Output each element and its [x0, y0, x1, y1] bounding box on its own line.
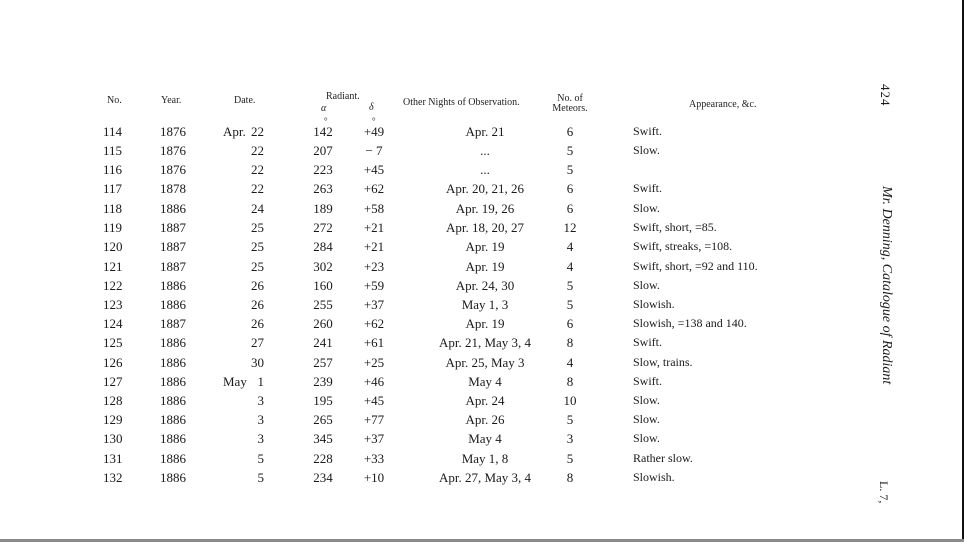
row-declination: +45: [363, 393, 385, 408]
row-number: 119: [103, 220, 123, 235]
row-declination: +10: [363, 470, 385, 485]
row-appearance: Swift.: [633, 124, 663, 138]
row-declination: +25: [363, 355, 385, 370]
row-other-nights: May 1, 8: [461, 451, 509, 466]
row-year: 1886: [160, 412, 186, 427]
row-other-nights: Apr. 24: [465, 393, 505, 408]
row-right-ascension: 241: [313, 335, 333, 350]
row-number: 120: [103, 239, 123, 254]
header-radiant: Radiant.: [326, 91, 360, 102]
table-row: [0, 412, 964, 431]
row-declination: +61: [363, 335, 385, 350]
row-appearance: Slowish.: [633, 297, 675, 311]
header-no-of-meteors-line2: Meteors.: [552, 103, 588, 114]
row-day: 24: [251, 201, 264, 216]
row-year: 1878: [160, 181, 186, 196]
row-day: 5: [257, 451, 264, 466]
row-appearance: Slowish, =138 and 140.: [633, 316, 747, 330]
row-right-ascension: 239: [313, 374, 333, 389]
row-appearance: Swift.: [633, 374, 663, 388]
row-other-nights: Apr. 19, 26: [455, 201, 515, 216]
row-right-ascension: 302: [313, 259, 333, 274]
row-right-ascension: 189: [313, 201, 333, 216]
row-declination: − 7: [365, 143, 383, 158]
row-meteor-count: 6: [566, 124, 574, 139]
table-row: [0, 181, 964, 200]
row-declination: +33: [363, 451, 385, 466]
row-meteor-count: 5: [566, 451, 574, 466]
row-other-nights: Apr. 19: [465, 316, 505, 331]
row-appearance: Slow.: [633, 201, 660, 215]
plate-reference: L. 7,: [877, 481, 891, 504]
row-year: 1886: [160, 201, 186, 216]
row-other-nights: Apr. 18, 20, 27: [446, 220, 524, 235]
row-right-ascension: 265: [313, 412, 333, 427]
row-appearance: Swift, streaks, =108.: [633, 239, 733, 253]
row-right-ascension: 234: [313, 470, 333, 485]
table-row: [0, 201, 964, 220]
row-day: 3: [257, 412, 264, 427]
row-meteor-count: 4: [566, 239, 574, 254]
row-number: 121: [103, 259, 123, 274]
table-row: [0, 143, 964, 162]
row-month: May: [223, 374, 247, 389]
row-right-ascension: 228: [313, 451, 333, 466]
row-year: 1887: [160, 239, 186, 254]
table-row: [0, 451, 964, 470]
row-meteor-count: 5: [566, 162, 574, 177]
row-other-nights: Apr. 24, 30: [455, 278, 515, 293]
row-other-nights: ...: [480, 143, 490, 158]
row-year: 1876: [160, 143, 186, 158]
row-meteor-count: 6: [566, 181, 574, 196]
header-year: Year.: [161, 95, 182, 106]
row-declination: +58: [363, 201, 385, 216]
row-appearance: Slow.: [633, 143, 660, 157]
row-day: 25: [251, 239, 264, 254]
row-right-ascension: 255: [313, 297, 333, 312]
row-meteor-count: 4: [566, 355, 574, 370]
row-right-ascension: 260: [313, 316, 333, 331]
row-day: 25: [251, 220, 264, 235]
row-year: 1886: [160, 431, 186, 446]
row-declination: +46: [363, 374, 385, 389]
table-row: [0, 162, 964, 181]
row-meteor-count: 12: [563, 220, 577, 235]
row-year: 1876: [160, 124, 186, 139]
row-year: 1887: [160, 259, 186, 274]
row-day: 3: [257, 431, 264, 446]
row-day: 25: [251, 259, 264, 274]
header-delta: δ: [369, 102, 374, 113]
table-row: [0, 374, 964, 393]
row-appearance: Slow.: [633, 412, 660, 426]
row-number: 126: [103, 355, 123, 370]
row-number: 118: [103, 201, 123, 216]
header-appearance: Appearance, &c.: [689, 99, 757, 110]
row-right-ascension: 272: [313, 220, 333, 235]
row-day: 22: [251, 162, 264, 177]
table-row: [0, 335, 964, 354]
row-other-nights: Apr. 25, May 3: [445, 355, 525, 370]
row-number: 116: [103, 162, 123, 177]
row-day: 5: [257, 470, 264, 485]
row-appearance: Swift.: [633, 181, 663, 195]
row-year: 1876: [160, 162, 186, 177]
row-other-nights: Apr. 19: [465, 239, 505, 254]
row-other-nights: Apr. 20, 21, 26: [446, 181, 524, 196]
row-meteor-count: 5: [566, 297, 574, 312]
row-year: 1887: [160, 316, 186, 331]
row-appearance: Swift, short, =85.: [633, 220, 717, 234]
row-number: 132: [103, 470, 123, 485]
row-number: 117: [103, 181, 123, 196]
header-no: No.: [107, 95, 122, 106]
row-other-nights: May 4: [468, 431, 502, 446]
row-appearance: Swift.: [633, 335, 663, 349]
table-row: [0, 278, 964, 297]
row-declination: +62: [363, 316, 385, 331]
row-declination: +23: [363, 259, 385, 274]
degree-mark-ra: °: [324, 116, 328, 126]
row-other-nights: Apr. 21, May 3, 4: [438, 335, 532, 350]
row-declination: +45: [363, 162, 385, 177]
row-day: 27: [251, 335, 264, 350]
row-right-ascension: 223: [313, 162, 333, 177]
row-number: 122: [103, 278, 123, 293]
table-row: [0, 470, 964, 489]
row-appearance: Slow.: [633, 431, 660, 445]
row-year: 1886: [160, 335, 186, 350]
row-appearance: Rather slow.: [633, 451, 693, 465]
running-title: Mr. Denning, Catalogue of Radiant: [879, 186, 894, 385]
row-right-ascension: 160: [313, 278, 333, 293]
row-year: 1886: [160, 470, 186, 485]
degree-mark-dec: °: [372, 116, 376, 126]
row-meteor-count: 8: [566, 374, 574, 389]
row-other-nights: May 4: [468, 374, 502, 389]
header-no-of-meteors-line1: No. of: [557, 93, 583, 104]
header-alpha: α: [321, 103, 327, 114]
row-year: 1886: [160, 297, 186, 312]
row-declination: +37: [363, 297, 385, 312]
row-number: 130: [103, 431, 123, 446]
table-row: [0, 220, 964, 239]
row-appearance: Slow, trains.: [633, 355, 693, 369]
row-number: 124: [103, 316, 123, 331]
row-declination: +59: [363, 278, 385, 293]
row-declination: +77: [363, 412, 385, 427]
row-number: 131: [103, 451, 123, 466]
row-appearance: Slow.: [633, 393, 660, 407]
row-right-ascension: 345: [313, 431, 333, 446]
row-meteor-count: 6: [566, 316, 574, 331]
row-day: 26: [251, 297, 264, 312]
row-declination: +21: [363, 220, 385, 235]
row-meteor-count: 3: [566, 431, 574, 446]
row-day: 30: [251, 355, 264, 370]
row-declination: +49: [363, 124, 385, 139]
row-right-ascension: 257: [313, 355, 333, 370]
row-month: Apr.: [223, 124, 246, 139]
row-number: 129: [103, 412, 123, 427]
page-number: 424: [878, 84, 893, 107]
table-row: [0, 124, 964, 143]
table-row: [0, 259, 964, 278]
row-year: 1887: [160, 220, 186, 235]
row-declination: +62: [363, 181, 385, 196]
row-meteor-count: 5: [566, 278, 574, 293]
row-other-nights: Apr. 26: [465, 412, 505, 427]
row-number: 128: [103, 393, 123, 408]
row-day: 22: [251, 143, 264, 158]
row-other-nights: Apr. 27, May 3, 4: [438, 470, 532, 485]
table-row: [0, 431, 964, 450]
row-year: 1886: [160, 451, 186, 466]
row-year: 1886: [160, 393, 186, 408]
row-day: 1: [257, 374, 264, 389]
row-number: 127: [103, 374, 123, 389]
row-right-ascension: 195: [313, 393, 333, 408]
row-other-nights: Apr. 21: [465, 124, 505, 139]
row-declination: +37: [363, 431, 385, 446]
header-date: Date.: [234, 95, 256, 106]
row-appearance: Slowish.: [633, 470, 675, 484]
row-other-nights: Apr. 19: [465, 259, 505, 274]
table-row: [0, 297, 964, 316]
row-right-ascension: 207: [313, 143, 333, 158]
row-right-ascension: 263: [313, 181, 333, 196]
header-no-of-meteors: [552, 94, 587, 114]
row-number: 125: [103, 335, 123, 350]
table-row: [0, 393, 964, 412]
row-right-ascension: 142: [313, 124, 333, 139]
header-other-nights: Other Nights of Observation.: [403, 97, 520, 108]
table-row: [0, 316, 964, 335]
row-meteor-count: 8: [566, 335, 574, 350]
row-meteor-count: 5: [566, 143, 574, 158]
row-day: 3: [257, 393, 264, 408]
row-day: 26: [251, 278, 264, 293]
row-meteor-count: 6: [566, 201, 574, 216]
row-meteor-count: 10: [563, 393, 577, 408]
row-other-nights: May 1, 3: [461, 297, 509, 312]
row-meteor-count: 4: [566, 259, 574, 274]
row-number: 123: [103, 297, 123, 312]
row-year: 1886: [160, 355, 186, 370]
row-day: 26: [251, 316, 264, 331]
row-year: 1886: [160, 278, 186, 293]
row-meteor-count: 8: [566, 470, 574, 485]
row-year: 1886: [160, 374, 186, 389]
row-day: 22: [251, 124, 264, 139]
row-meteor-count: 5: [566, 412, 574, 427]
row-other-nights: ...: [480, 162, 490, 177]
row-day: 22: [251, 181, 264, 196]
row-number: 115: [103, 143, 123, 158]
row-right-ascension: 284: [313, 239, 333, 254]
row-declination: +21: [363, 239, 385, 254]
row-appearance: Swift, short, =92 and 110.: [633, 259, 758, 273]
row-number: 114: [103, 124, 123, 139]
table-row: [0, 239, 964, 258]
row-appearance: Slow.: [633, 278, 660, 292]
table-row: [0, 355, 964, 374]
